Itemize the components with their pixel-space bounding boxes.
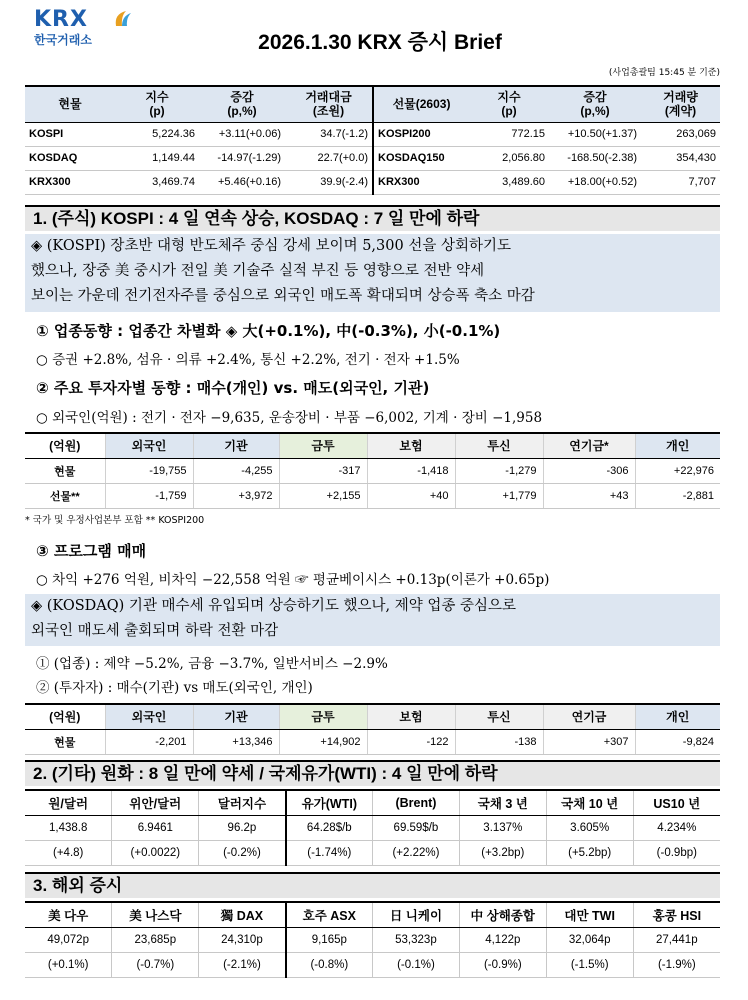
section2-cell: 3.605% bbox=[546, 815, 633, 840]
index-cell: KOSDAQ150 bbox=[373, 146, 469, 170]
index-cell: 5,224.36 bbox=[115, 122, 199, 146]
section2-cell: (+0.0022) bbox=[112, 840, 199, 865]
investor-column-header: 개인 bbox=[635, 704, 720, 729]
sector-trend-heading: ① 업종동향 : 업종간 차별화 ◈ 大(+0.1%), 中(-0.3%), 小(-0.1%) bbox=[36, 322, 501, 340]
index-cell: +5.46(+0.16) bbox=[199, 170, 285, 194]
investor-header-row bbox=[25, 433, 720, 458]
section3-cell: (-0.1%) bbox=[373, 952, 460, 977]
investor-cell: +2,155 bbox=[279, 483, 367, 508]
investor-column-header: 보험 bbox=[367, 704, 455, 729]
index-column-header: 증감 (p,%) bbox=[199, 86, 285, 122]
program-trading-heading: ③ 프로그램 매매 bbox=[36, 542, 147, 560]
section3-cell: 日 니케이 bbox=[373, 902, 460, 927]
section2-cell: 국채 3 년 bbox=[459, 790, 546, 815]
investor-cell: -138 bbox=[455, 729, 543, 754]
index-cell: KOSPI bbox=[25, 122, 115, 146]
section3-cell: 24,310p bbox=[199, 927, 286, 952]
investor-cell: -2,881 bbox=[635, 483, 720, 508]
investor-cell: -1,279 bbox=[455, 458, 543, 483]
logo-swoosh-icon bbox=[112, 8, 134, 30]
row-label: 현물 bbox=[25, 458, 105, 483]
section2-cell: 1,438.8 bbox=[25, 815, 112, 840]
index-column-header: 지수 (p) bbox=[469, 86, 549, 122]
krx-logo bbox=[34, 8, 124, 56]
unit-label: (억원) bbox=[25, 433, 105, 458]
section3-cell: 4,122p bbox=[459, 927, 546, 952]
section2-cell: 원/달러 bbox=[25, 790, 112, 815]
investor-cell: +14,902 bbox=[279, 729, 367, 754]
sector-trend-detail: ○ 증권 +2.8%, 섬유 · 의류 +2.4%, 통신 +2.2%, 전기 · 전자 +1.5% bbox=[36, 352, 460, 368]
section2-cell: (+4.8) bbox=[25, 840, 112, 865]
investor-cell: -4,255 bbox=[193, 458, 279, 483]
investor-cell: +307 bbox=[543, 729, 635, 754]
section2-cell: 3.137% bbox=[459, 815, 546, 840]
investor-column-header: 외국인 bbox=[105, 704, 193, 729]
index-column-header: 거래량 (계약) bbox=[641, 86, 720, 122]
investor-cell: +13,346 bbox=[193, 729, 279, 754]
investor-cell: -122 bbox=[367, 729, 455, 754]
section-1-header: 1. (주식) KOSPI : 4 일 연속 상승, KOSDAQ : 7 일 만에 하락 bbox=[25, 205, 720, 231]
index-cell: 34.7(-1.2) bbox=[285, 122, 373, 146]
section3-cell: 獨 DAX bbox=[199, 902, 286, 927]
section2-headers-row bbox=[25, 790, 720, 815]
investor-column-header: 금투 bbox=[279, 704, 367, 729]
investor-column-header: 연기금 bbox=[543, 704, 635, 729]
index-cell: KOSPI200 bbox=[373, 122, 469, 146]
investor-row bbox=[25, 458, 720, 483]
index-cell: 772.15 bbox=[469, 122, 549, 146]
index-column-header: 지수 (p) bbox=[115, 86, 199, 122]
investor-column-header: 금투 bbox=[279, 433, 367, 458]
index-cell: 354,430 bbox=[641, 146, 720, 170]
section2-cell: (-0.2%) bbox=[199, 840, 286, 865]
unit-label: (억원) bbox=[25, 704, 105, 729]
section2-cell: 유가(WTI) bbox=[286, 790, 373, 815]
investor-cell: -306 bbox=[543, 458, 635, 483]
section2-cell: 국채 10 년 bbox=[546, 790, 633, 815]
document-title: 2026.1.30 KRX 증시 Brief bbox=[258, 31, 502, 54]
section3-cell: (-1.5%) bbox=[546, 952, 633, 977]
index-column-header: 거래대금 (조원) bbox=[285, 86, 373, 122]
section3-cell: 美 다우 bbox=[25, 902, 112, 927]
section2-cell: (-1.74%) bbox=[286, 840, 373, 865]
investor-cell: -9,824 bbox=[635, 729, 720, 754]
kosdaq-summary-line: 외국인 매도세 출회되며 하락 전환 마감 bbox=[31, 623, 279, 639]
section3-cell: 中 상해종합 bbox=[459, 902, 546, 927]
index-table-header-row bbox=[25, 86, 720, 122]
kosdaq-summary-box bbox=[25, 594, 720, 646]
program-trading-detail: ○ 차익 +276 억원, 비차익 −22,558 억원 ☞ 평균베이시스 +0.13p(이론가 +0.65p) bbox=[36, 572, 550, 588]
section3-cell: 23,685p bbox=[112, 927, 199, 952]
section2-cell: (+5.2bp) bbox=[546, 840, 633, 865]
section3-cell: (-0.8%) bbox=[286, 952, 373, 977]
index-cell: 1,149.44 bbox=[115, 146, 199, 170]
index-cell: 7,707 bbox=[641, 170, 720, 194]
investor-cell: -1,759 bbox=[105, 483, 193, 508]
investor-cell: +43 bbox=[543, 483, 635, 508]
section2-cell: 위안/달러 bbox=[112, 790, 199, 815]
investor-cell: +3,972 bbox=[193, 483, 279, 508]
investor-cell: -1,418 bbox=[367, 458, 455, 483]
index-cell: 39.9(-2.4) bbox=[285, 170, 373, 194]
row-label: 선물** bbox=[25, 483, 105, 508]
investor-cell: -317 bbox=[279, 458, 367, 483]
section3-cell: 49,072p bbox=[25, 927, 112, 952]
kosdaq-investor-detail: ② (투자자) : 매수(기관) vs 매도(외국인, 개인) bbox=[36, 680, 313, 696]
index-cell: 2,056.80 bbox=[469, 146, 549, 170]
investor-row bbox=[25, 483, 720, 508]
investor-column-header: 연기금* bbox=[543, 433, 635, 458]
kosdaq-summary-line: ◈ (KOSDAQ) 기관 매수세 유입되며 상승하기도 했으나, 제약 업종 중심으로 bbox=[31, 598, 516, 614]
index-column-header: 증감 (p,%) bbox=[549, 86, 641, 122]
kospi-summary-line: ◈ (KOSPI) 장초반 대형 반도체주 중심 강세 보이며 5,300 선을 상회하기도 bbox=[31, 238, 511, 254]
kospi-summary-line: 했으나, 장중 美 중시가 전일 美 기술주 실적 부진 등 영향으로 전반 약세 bbox=[31, 263, 485, 279]
section2-cell: US10 년 bbox=[633, 790, 720, 815]
basis-time-note: (사업총괄팀 15:45 분 기준) bbox=[608, 68, 720, 78]
investor-cell: +40 bbox=[367, 483, 455, 508]
section2-cell: 64.28$/b bbox=[286, 815, 373, 840]
investor-cell: +22,976 bbox=[635, 458, 720, 483]
index-cell: -168.50(-2.38) bbox=[549, 146, 641, 170]
index-cell: +18.00(+0.52) bbox=[549, 170, 641, 194]
section2-cell: 4.234% bbox=[633, 815, 720, 840]
index-cell: 3,489.60 bbox=[469, 170, 549, 194]
investor-column-header: 개인 bbox=[635, 433, 720, 458]
index-cell: +3.11(+0.06) bbox=[199, 122, 285, 146]
section3-cell: (-0.9%) bbox=[459, 952, 546, 977]
kospi-summary-line: 보이는 가운데 전기전자주를 중심으로 외국인 매도폭 확대되며 상승폭 축소 마감 bbox=[31, 288, 535, 304]
section2-changes-row bbox=[25, 840, 720, 865]
section2-cell: (+2.22%) bbox=[373, 840, 460, 865]
logo-text: KRX bbox=[34, 7, 88, 32]
logo-subtext: 한국거래소 bbox=[34, 33, 92, 47]
section2-cell: (Brent) bbox=[373, 790, 460, 815]
section3-cell: 美 나스닥 bbox=[112, 902, 199, 927]
section3-headers-row bbox=[25, 902, 720, 927]
investor-cell: +1,779 bbox=[455, 483, 543, 508]
index-cell: KRX300 bbox=[25, 170, 115, 194]
section2-cell: 69.59$/b bbox=[373, 815, 460, 840]
row-label: 현물 bbox=[25, 729, 105, 754]
investor-row bbox=[25, 729, 720, 754]
investor-header-row bbox=[25, 704, 720, 729]
section3-cell: 32,064p bbox=[546, 927, 633, 952]
section2-cell: 달러지수 bbox=[199, 790, 286, 815]
section3-cell: 9,165p bbox=[286, 927, 373, 952]
investor-trend-heading: ② 주요 투자자별 동향 : 매수(개인) vs. 매도(외국인, 기관) bbox=[36, 379, 430, 397]
section-2-header: 2. (기타) 원화 : 8 일 만에 약세 / 국제유가(WTI) : 4 일 만에 하락 bbox=[25, 760, 720, 786]
investor-column-header: 보험 bbox=[367, 433, 455, 458]
index-table-row bbox=[25, 122, 720, 146]
index-column-header: 선물(2603) bbox=[373, 86, 469, 122]
index-column-header: 현물 bbox=[25, 86, 115, 122]
kospi-summary-box bbox=[25, 234, 720, 312]
section2-cell: (+3.2bp) bbox=[459, 840, 546, 865]
section3-cell: 27,441p bbox=[633, 927, 720, 952]
section3-cell: 대만 TWI bbox=[546, 902, 633, 927]
investor-column-header: 기관 bbox=[193, 433, 279, 458]
index-cell: 263,069 bbox=[641, 122, 720, 146]
section3-values-row bbox=[25, 927, 720, 952]
investor-cell: -2,201 bbox=[105, 729, 193, 754]
investor-column-header: 기관 bbox=[193, 704, 279, 729]
section3-cell: (+0.1%) bbox=[25, 952, 112, 977]
section3-cell: (-0.7%) bbox=[112, 952, 199, 977]
section3-cell: 53,323p bbox=[373, 927, 460, 952]
investor-column-header: 투신 bbox=[455, 704, 543, 729]
kosdaq-investor-table bbox=[25, 703, 720, 755]
section2-cell: 6.9461 bbox=[112, 815, 199, 840]
section2-cell: 96.2p bbox=[199, 815, 286, 840]
index-cell: -14.97(-1.29) bbox=[199, 146, 285, 170]
index-table-row bbox=[25, 170, 720, 194]
index-cell: KOSDAQ bbox=[25, 146, 115, 170]
investor-column-header: 외국인 bbox=[105, 433, 193, 458]
index-cell: 22.7(+0.0) bbox=[285, 146, 373, 170]
index-cell: 3,469.74 bbox=[115, 170, 199, 194]
investor-column-header: 투신 bbox=[455, 433, 543, 458]
section3-changes-row bbox=[25, 952, 720, 977]
index-table-row bbox=[25, 146, 720, 170]
index-summary-table bbox=[25, 85, 720, 195]
world-index-table bbox=[25, 901, 720, 978]
section3-cell: (-1.9%) bbox=[633, 952, 720, 977]
index-cell: KRX300 bbox=[373, 170, 469, 194]
section3-cell: 홍콩 HSI bbox=[633, 902, 720, 927]
section3-cell: 호주 ASX bbox=[286, 902, 373, 927]
kospi-investor-table bbox=[25, 432, 720, 509]
investor-table-footnote: * 국가 및 우정사업본부 포함 ** KOSPI200 bbox=[25, 515, 205, 526]
section2-values-row bbox=[25, 815, 720, 840]
investor-cell: -19,755 bbox=[105, 458, 193, 483]
section3-cell: (-2.1%) bbox=[199, 952, 286, 977]
section2-cell: (-0.9bp) bbox=[633, 840, 720, 865]
investor-trend-detail: ○ 외국인(억원) : 전기 · 전자 −9,635, 운송장비 · 부품 −6,002, 기계 · 장비 −1,958 bbox=[36, 410, 543, 426]
kosdaq-sector-detail: ① (업종) : 제약 −5.2%, 금융 −3.7%, 일반서비스 −2.9% bbox=[36, 656, 388, 672]
index-cell: +10.50(+1.37) bbox=[549, 122, 641, 146]
fx-commodity-table bbox=[25, 789, 720, 866]
section-3-header: 3. 해외 증시 bbox=[25, 872, 720, 898]
